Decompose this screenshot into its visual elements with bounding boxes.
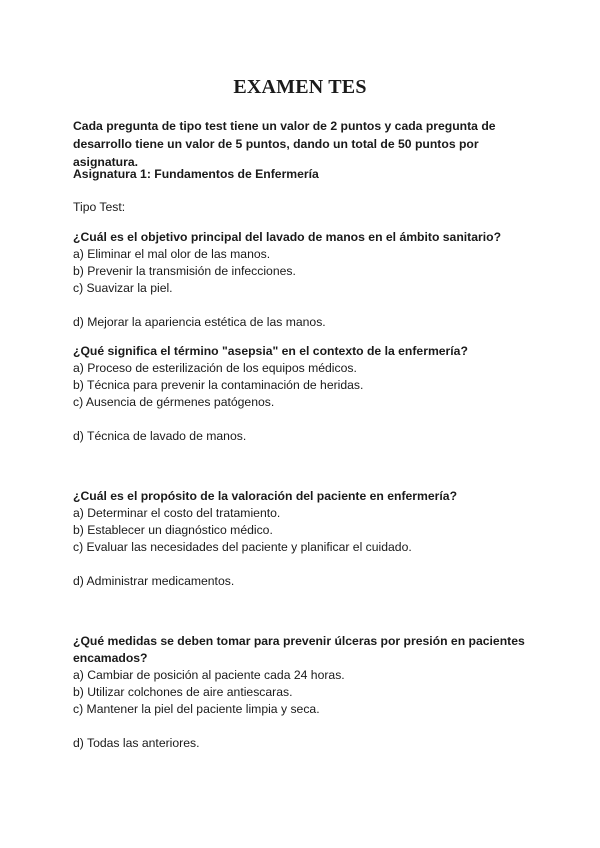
question-1: [73, 229, 533, 331]
option-c: c) Ausencia de gérmenes patógenos.: [73, 395, 275, 409]
option-c: c) Evaluar las necesidades del paciente y planificar el cuidado.: [73, 540, 412, 554]
question-2: [73, 343, 533, 445]
option-c: c) Suavizar la piel.: [73, 281, 173, 295]
page-title: EXAMEN TES: [233, 76, 367, 98]
option-b: b) Utilizar colchones de aire antiescaras.: [73, 685, 293, 699]
question-text: ¿Qué medidas se deben tomar para prevenir úlceras por presión en pacientes encamados?: [73, 634, 525, 665]
option-a: a) Cambiar de posición al paciente cada 24 horas.: [73, 668, 345, 682]
question-text: ¿Qué significa el término "asepsia" en el contexto de la enfermería?: [73, 344, 468, 358]
option-b: b) Técnica para prevenir la contaminación de heridas.: [73, 378, 364, 392]
option-a: a) Eliminar el mal olor de las manos.: [73, 247, 271, 261]
option-a: a) Determinar el costo del tratamiento.: [73, 506, 281, 520]
subject-heading: Asignatura 1: Fundamentos de Enfermería: [73, 167, 319, 181]
option-b: b) Establecer un diagnóstico médico.: [73, 523, 273, 537]
question-3: [73, 488, 533, 590]
option-d: d) Técnica de lavado de manos.: [73, 429, 247, 443]
test-type-label: Tipo Test:: [73, 200, 126, 214]
option-d: d) Todas las anteriores.: [73, 736, 200, 750]
option-a: a) Proceso de esterilización de los equipos médicos.: [73, 361, 357, 375]
option-b: b) Prevenir la transmisión de infecciones.: [73, 264, 296, 278]
question-text: ¿Cuál es el objetivo principal del lavado de manos en el ámbito sanitario?: [73, 230, 502, 244]
option-d: d) Administrar medicamentos.: [73, 574, 235, 588]
option-c: c) Mantener la piel del paciente limpia y seca.: [73, 702, 320, 716]
question-4: [73, 633, 533, 752]
question-text: ¿Cuál es el propósito de la valoración del paciente en enfermería?: [73, 489, 458, 503]
intro-paragraph: Cada pregunta de tipo test tiene un valor de 2 puntos y cada pregunta de desarrollo tiene un valor de 5 puntos, dando un total de 50 puntos por asignatura.: [73, 119, 496, 169]
option-d: d) Mejorar la apariencia estética de las manos.: [73, 315, 326, 329]
